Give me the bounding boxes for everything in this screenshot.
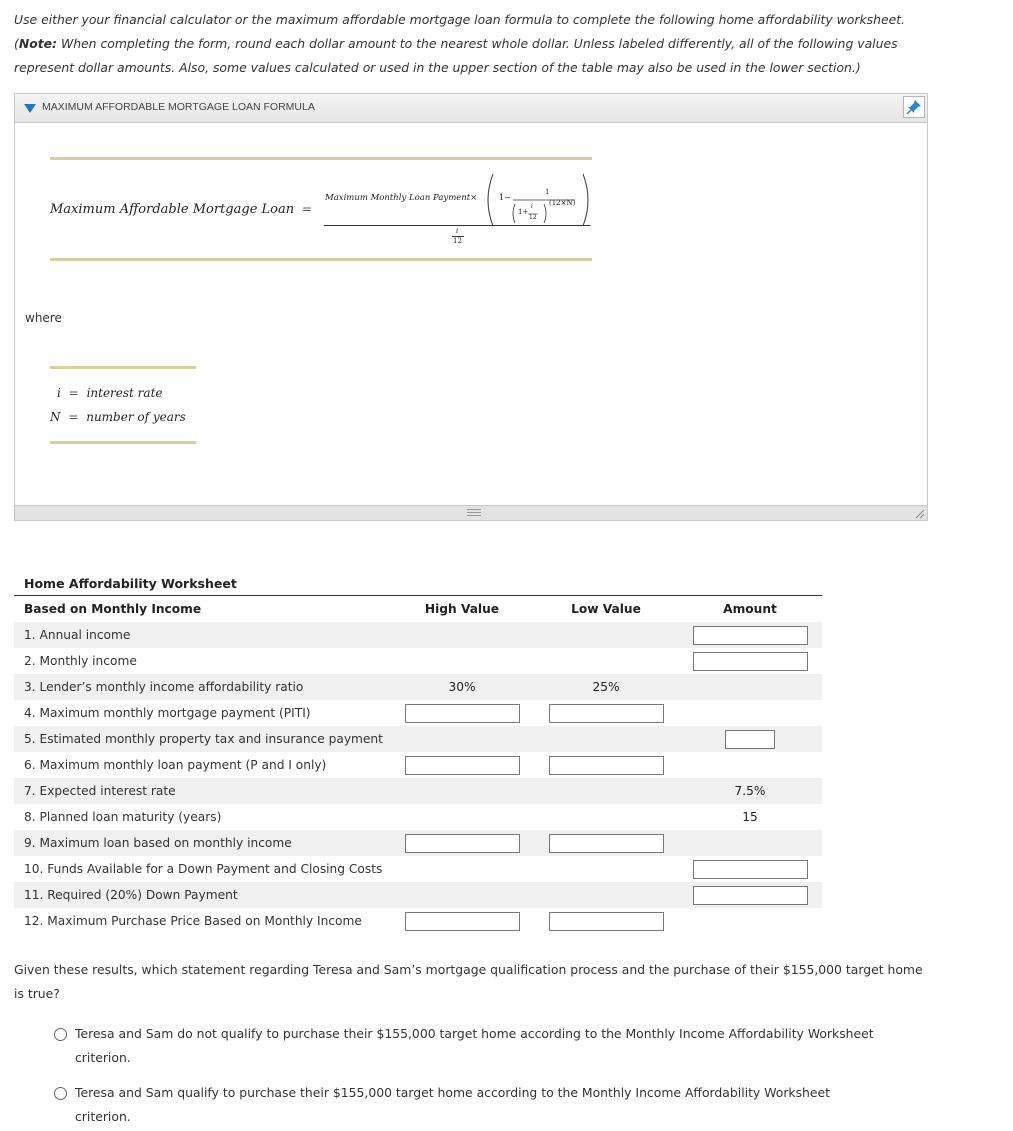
table-row [14,752,822,778]
definition-symbol: N [50,410,61,424]
formula-panel-header[interactable] [15,94,927,123]
formula-bottom-rule [50,258,592,261]
definition-meaning: interest rate [86,386,163,400]
max-loan-low-input[interactable] [549,834,664,853]
question-text: Given these results, which statement regarding Teresa and Sam’s mortgage qualification process and the purchase of their $155,000 target home is true? [14,962,923,1001]
row-label: 11. Required (20%) Down Payment [14,882,390,908]
row-label: 2. Monthly income [24,654,137,668]
collapse-triangle-icon[interactable] [24,104,36,113]
table-row [14,726,822,752]
table-row [14,674,822,700]
formula-denom-12: 12 [453,237,462,245]
formula-main-fraction-line [324,225,590,226]
formula-panel-title: MAXIMUM AFFORDABLE MORTGAGE LOAN FORMULA [42,101,315,113]
interest-rate-value: 7.5% [678,778,822,804]
row-label: 1. Annual income [14,622,390,648]
formula-numerator-text: Maximum Monthly Loan Payment× [325,193,478,203]
loan-payment-low-input[interactable] [549,756,664,775]
answer-option-2[interactable] [54,1081,884,1129]
option-label: Teresa and Sam qualify to purchase their $155,000 target home according to the Monthly Income Affordability Worksheet criterion. [75,1085,830,1124]
row-label: 9. Maximum loan based on monthly income [14,830,390,856]
loan-payment-high-input[interactable] [405,756,520,775]
row-label: 12. Maximum Purchase Price Based on Monthly Income [24,914,362,928]
definition-equals: = [68,410,79,424]
formula-inner-12: 12 [529,214,537,221]
definition-equals: = [68,386,79,400]
instructions [14,8,939,80]
row-label: 8. Planned loan maturity (years) [24,810,222,824]
formula-equals: = [302,202,313,216]
radio-button[interactable] [54,1087,67,1100]
max-loan-high-input[interactable] [405,834,520,853]
definitions-top-rule [50,366,196,369]
worksheet-table [14,595,822,934]
header-high: High Value [390,596,534,623]
option-label: Teresa and Sam do not qualify to purchase their $155,000 target home according to the Monthly Income Affordability Worksheet criterion. [75,1026,874,1065]
row-label: 7. Expected interest rate [14,778,390,804]
header-label: Based on Monthly Income [14,596,390,623]
row-label: 10. Funds Available for a Down Payment and Closing Costs [24,862,383,876]
definition-i [57,386,163,400]
table-row [14,622,822,648]
formula-minus: 1− [499,193,511,202]
formula-lhs: Maximum Affordable Mortgage Loan [50,202,295,217]
down-payment-funds-input[interactable] [693,860,808,879]
monthly-income-input[interactable] [693,652,808,671]
table-row [14,648,822,674]
radio-button[interactable] [54,1028,67,1041]
table-row [14,830,822,856]
instructions-text-start: Use either your financial calculator or the maximum affordable mortgage loan formula to complete the following home affordability worksheet. ( [14,12,905,51]
annual-income-input[interactable] [693,626,808,645]
row-label: 5. Estimated monthly property tax and insurance payment [14,726,390,752]
note-label: Note: [18,36,58,51]
table-row [14,908,822,934]
instructions-text-end: When completing the form, round each dollar amount to the nearest whole dollar. Unless labeled differently, all of the following values represent dollar amounts. Also, some values calculated or used in the upper section of the table may also be used in the lower section.) [14,36,898,75]
formula-denom-i: i [456,227,459,235]
formula-top-rule [50,157,592,160]
table-row [14,804,822,830]
drag-handle-icon[interactable] [467,509,481,516]
worksheet-header-row [14,596,822,623]
formula-inner-i: i [531,203,533,210]
definition-n [50,410,186,424]
formula-panel [14,93,928,521]
row-label: 3. Lender’s monthly income affordability ratio [14,674,390,700]
property-tax-insurance-input[interactable] [725,730,775,749]
piti-high-input[interactable] [405,704,520,723]
answer-option-1[interactable] [54,1022,884,1070]
header-low: Low Value [534,596,678,623]
ratio-low-value: 25% [534,674,678,700]
ratio-high-value: 30% [390,674,534,700]
worksheet-title: Home Affordability Worksheet [24,576,237,591]
definition-symbol: i [57,386,61,400]
definition-meaning: number of years [86,410,186,424]
formula-exponent: (12×N) [549,199,576,207]
table-row [14,856,822,882]
table-row [14,778,822,804]
table-row [14,700,822,726]
loan-maturity-value: 15 [742,810,758,824]
max-price-low-input[interactable] [549,912,664,931]
where-label: where [25,311,62,325]
max-price-high-input[interactable] [405,912,520,931]
formula-panel-footer [15,505,927,520]
table-row [14,882,822,908]
definitions-bottom-rule [50,441,196,444]
resize-handle-icon[interactable] [915,509,925,519]
row-label: 6. Maximum monthly loan payment (P and I only) [24,758,327,772]
header-amount: Amount [678,596,822,623]
formula-frac-one: 1 [545,188,550,196]
row-label: 4. Maximum monthly mortgage payment (PITI) [24,706,311,720]
pin-icon[interactable] [903,96,925,118]
required-down-payment-input[interactable] [693,886,808,905]
piti-low-input[interactable] [549,704,664,723]
formula-inner-one-plus: 1+ [518,208,529,216]
